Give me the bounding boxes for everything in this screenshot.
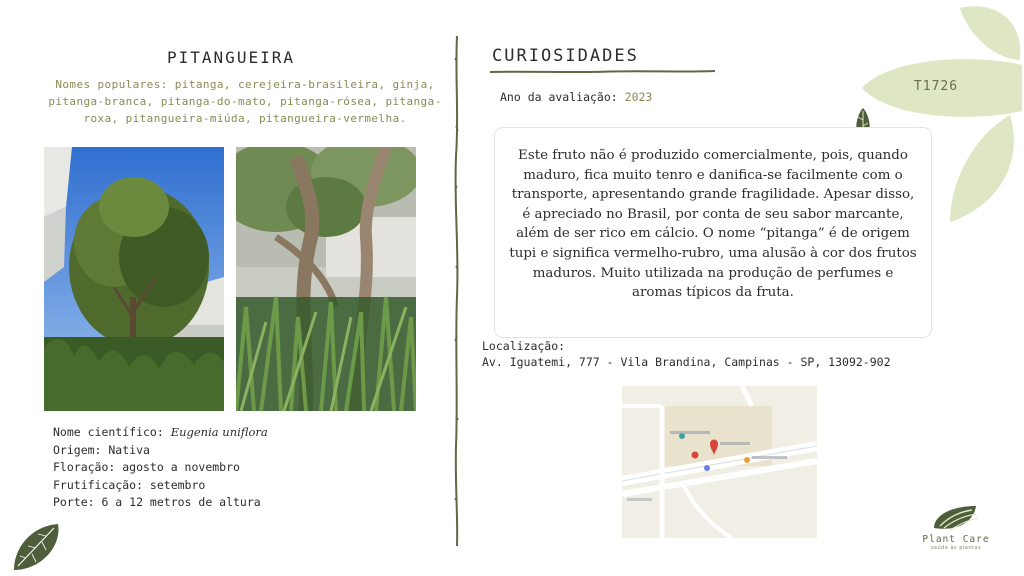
curiosities-text-box bbox=[494, 127, 932, 338]
curiosities-title: CURIOSIDADES bbox=[492, 46, 639, 66]
location-map bbox=[622, 386, 817, 538]
popular-names: Nomes populares: pitanga, cerejeira-brasileira, ginja, pitanga-branca, pitanga-do-mato, pitanga-rósea, pitanga-roxa, pitangueira-miúda, pitangueira-vermelha. bbox=[48, 78, 442, 125]
scientific-name-row bbox=[53, 424, 268, 442]
plant-facts bbox=[53, 424, 268, 512]
tree-photo-full bbox=[44, 147, 224, 411]
location-label: Localização: bbox=[482, 339, 566, 353]
corner-leaf-icon bbox=[10, 522, 60, 572]
plant-code: T1726 bbox=[913, 79, 959, 94]
size-row: Porte: 6 a 12 metros de altura bbox=[53, 495, 261, 509]
flowering-row: Floração: agosto a novembro bbox=[53, 460, 240, 474]
origin-row: Origem: Nativa bbox=[53, 442, 150, 457]
evaluation-year bbox=[500, 90, 652, 104]
scientific-name-label: Nome científico: bbox=[53, 425, 164, 439]
tree-photo-trunk bbox=[236, 147, 416, 411]
year-value: 2023 bbox=[624, 90, 653, 104]
location-address: Av. Iguatemi, 777 - Vila Brandina, Campinas - SP, 13092-902 bbox=[482, 355, 891, 369]
brand-tagline: saúde às plantas bbox=[930, 545, 982, 551]
scientific-name: Eugenia uniflora bbox=[170, 425, 268, 439]
column-divider bbox=[450, 36, 464, 546]
title-underline bbox=[490, 68, 715, 76]
curiosities-text: Este fruto não é produzido comercialmente, pois, quando maduro, fica muito tenro e danifica-se facilmente com o transporte, apresentando grande fragilidade. Apesar disso, é apreciado no Brasil, por conta de seu sabor marcante, além de ser rico em cálcio. O nome “pitanga” é de origem tupi e significa vermelho-rubro, uma alusão à cor dos frutos maduros. Muito utilizada na produção de perfumes e aromas típicos da fruta. bbox=[509, 148, 917, 301]
brand-name: Plant Care bbox=[922, 534, 990, 545]
fruiting-row: Frutificação: setembro bbox=[53, 477, 206, 492]
year-label: Ano da avaliação: bbox=[500, 90, 618, 104]
plant-title: PITANGUEIRA bbox=[167, 48, 295, 67]
